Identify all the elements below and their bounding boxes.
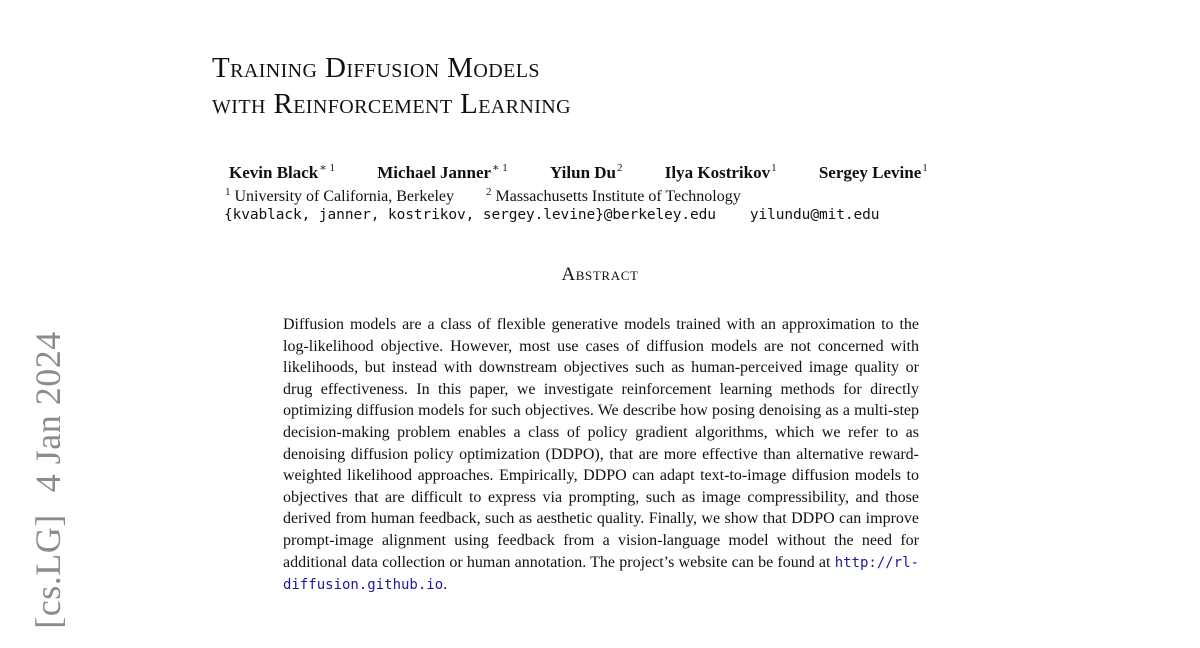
email-berkeley: {kvablack, janner, kostrikov, sergey.levine}@berkeley.edu — [224, 207, 716, 223]
author-name: Sergey Levine — [818, 163, 922, 182]
author-emails — [224, 207, 879, 223]
affiliation-name: Massachusetts Institute of Technology — [495, 188, 741, 205]
author — [229, 161, 335, 183]
author-name: Kevin Black — [229, 163, 319, 182]
abstract-heading: Abstract — [561, 264, 639, 285]
abstract-body — [283, 314, 919, 597]
author-affil-mark: 2 — [617, 162, 623, 174]
author-name: Yilun Du — [550, 163, 617, 182]
author-affil-mark: ∗ 1 — [319, 162, 335, 174]
author — [665, 162, 777, 183]
arxiv-date: 4 Jan 2024 — [28, 331, 68, 493]
author-affil-mark: 1 — [922, 162, 928, 174]
author — [819, 162, 928, 183]
author — [550, 162, 622, 183]
author — [377, 161, 508, 183]
affiliation-mark: 1 — [225, 186, 231, 198]
arxiv-stamp — [27, 331, 69, 628]
title-line-1: Training Diffusion Models — [212, 52, 540, 84]
affiliation-mark: 2 — [486, 186, 492, 198]
project-url-link[interactable]: http://rl-diffusion.github.io — [283, 554, 919, 594]
author-affil-mark: ∗ 1 — [492, 162, 508, 174]
abstract-end: . — [443, 576, 448, 594]
affiliation-name: University of California, Berkeley — [234, 188, 454, 205]
author-name: Ilya Kostrikov — [664, 163, 771, 182]
paper-title — [212, 50, 571, 122]
email-mit: yilundu@mit.edu — [749, 207, 880, 223]
affiliations — [225, 186, 741, 206]
author-affil-mark: 1 — [771, 162, 777, 174]
author-list — [229, 161, 999, 183]
abstract-text: Diffusion models are a class of flexible generative models trained with an approximation to the log-likelihood objective. However, most use cases of diffusion models are not concerned with likelihoods, but instead with downstream objectives such as human-perceived image quality or drug effectiveness. In this paper, we investigate reinforcement learning methods for directly optimizing diffusion models for such objectives. We describe how posing denoising as a multi-step decision-making problem enables a class of policy gradient algorithms, which we refer to as denoising diffusion policy optimization (DDPO), that are more effective than alternative reward-weighted likelihood approaches. Empirically, DDPO can adapt text-to-image diffusion models to objectives that are difficult to express via prompting, such as image compressibility, and those derived from human feedback, such as aesthetic quality. Finally, we show that DDPO can improve prompt-image alignment using feedback from a vision-language model without the need for additional data collection or human annotation. The project’s website can be found at — [283, 316, 919, 571]
arxiv-category: [cs.LG] — [28, 514, 68, 629]
title-line-2: with Reinforcement Learning — [212, 88, 571, 120]
author-name: Michael Janner — [377, 163, 492, 182]
